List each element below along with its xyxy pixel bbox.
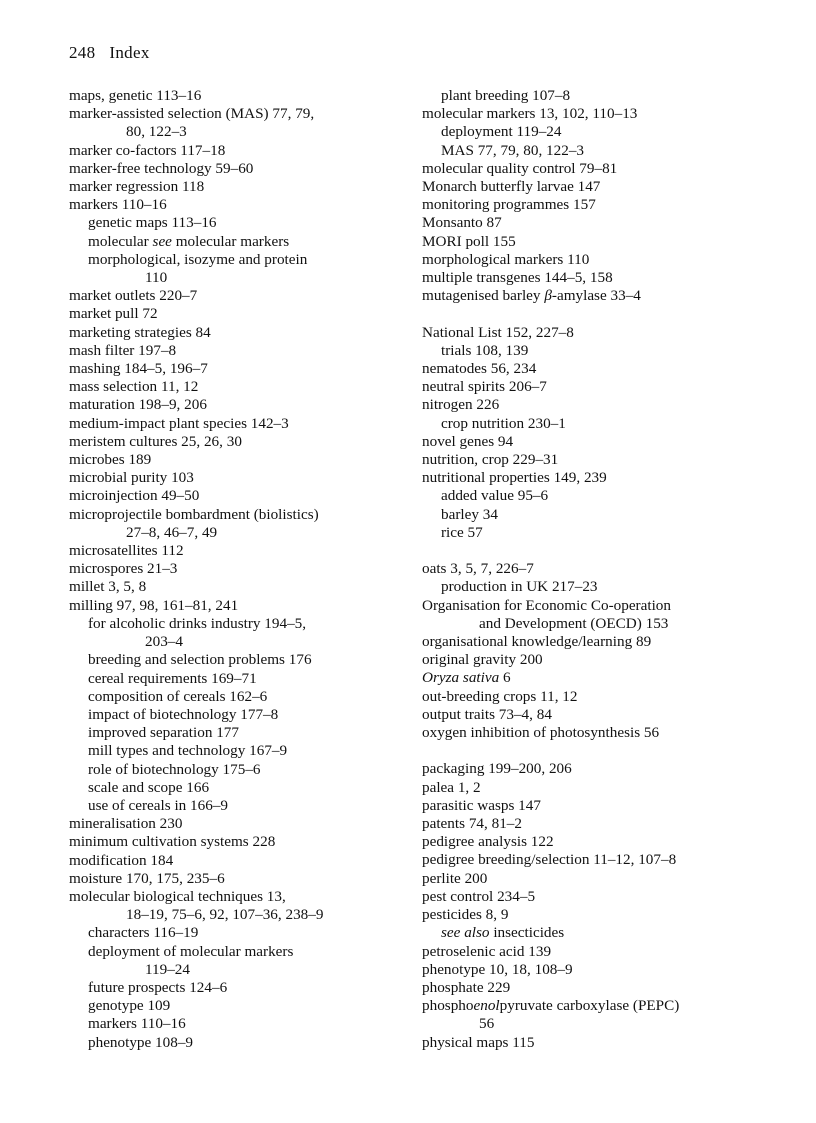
index-entry: molecular markers 13, 102, 110–13 (422, 105, 638, 123)
index-entry: pest control 234–5 (422, 887, 536, 905)
index-entry-continuation: 110 (145, 269, 168, 287)
index-subentry: plant breeding 107–8 (441, 87, 571, 104)
index-entry: millet 3, 5, 8 (69, 578, 147, 596)
index-entry: phenotype 10, 18, 108–9 (422, 960, 573, 978)
index-subentry: molecular see molecular markers (88, 232, 290, 250)
index-entry: multiple transgenes 144–5, 158 (422, 269, 613, 287)
index-subentry: MAS 77, 79, 80, 122–3 (441, 141, 585, 159)
index-entry: markers 110–16 (69, 196, 167, 214)
index-entry: maturation 198–9, 206 (69, 396, 207, 414)
index-entry: modification 184 (69, 851, 174, 869)
index-entry: pedigree breeding/selection 11–12, 107–8 (422, 851, 677, 869)
letter-group-spacer (422, 542, 757, 560)
index-entry: marketing strategies 84 (69, 323, 211, 341)
index-subentry: scale and scope 166 (88, 778, 210, 796)
index-entry: microbial purity 103 (69, 469, 194, 487)
page-header (69, 43, 150, 63)
index-entry: mutagenised barley β-amylase 33–4 (422, 287, 641, 305)
index-subentry: cereal requirements 169–71 (88, 669, 257, 687)
page-number: 248 (69, 43, 96, 62)
index-entry: patents 74, 81–2 (422, 815, 522, 833)
index-subentry: markers 110–16 (88, 1015, 186, 1033)
index-entry: original gravity 200 (422, 651, 543, 669)
index-entry: oats 3, 5, 7, 226–7 (422, 560, 534, 578)
index-subentry: genotype 109 (88, 997, 171, 1015)
index-entry: out-breeding crops 11, 12 (422, 687, 578, 705)
index-entry: output traits 73–4, 84 (422, 705, 552, 723)
index-entry: Monarch butterfly larvae 147 (422, 178, 601, 196)
index-entry: pesticides 8, 9 (422, 906, 509, 924)
index-entry: oxygen inhibition of photosynthesis 56 (422, 724, 660, 742)
index-entry: molecular biological techniques 13, (69, 887, 286, 905)
index-entry: mashing 184–5, 196–7 (69, 360, 208, 378)
index-entry: molecular quality control 79–81 (422, 159, 618, 177)
index-subentry: role of biotechnology 175–6 (88, 760, 261, 778)
index-entry: marker-assisted selection (MAS) 77, 79, (69, 105, 315, 123)
index-entry: microspores 21–3 (69, 560, 178, 578)
index-entry: nutritional properties 149, 239 (422, 469, 607, 487)
index-entry: phosphate 229 (422, 978, 511, 996)
index-subentry: composition of cereals 162–6 (88, 687, 268, 705)
index-entry: National List 152, 227–8 (422, 323, 574, 341)
index-entry: perlite 200 (422, 869, 488, 887)
index-subentry: crop nutrition 230–1 (441, 414, 566, 432)
index-entry-continuation: 119–24 (145, 960, 190, 978)
index-subentry: mill types and technology 167–9 (88, 742, 288, 760)
index-entry: market pull 72 (69, 305, 158, 323)
index-entry: maps, genetic 113–16 (69, 87, 202, 104)
index-entry-continuation: 27–8, 46–7, 49 (126, 523, 218, 541)
index-entry: nematodes 56, 234 (422, 360, 537, 378)
index-entry: Organisation for Economic Co-operation (422, 596, 671, 614)
running-title: Index (109, 43, 150, 62)
index-subentry: genetic maps 113–16 (88, 214, 217, 232)
index-subentry: breeding and selection problems 176 (88, 651, 312, 669)
index-subentry: deployment of molecular markers (88, 942, 294, 960)
index-subentry: production in UK 217–23 (441, 578, 598, 596)
index-entry-continuation: and Development (OECD) 153 (479, 614, 669, 632)
index-entry: moisture 170, 175, 235–6 (69, 869, 225, 887)
index-entry: meristem cultures 25, 26, 30 (69, 432, 242, 450)
index-entry: nitrogen 226 (422, 396, 500, 414)
index-subentry: characters 116–19 (88, 924, 199, 942)
index-entry-continuation: 18–19, 75–6, 92, 107–36, 238–9 (126, 906, 324, 924)
index-entry: mash filter 197–8 (69, 341, 177, 359)
index-entry: palea 1, 2 (422, 778, 481, 796)
index-entry: organisational knowledge/learning 89 (422, 633, 652, 651)
index-subentry: deployment 119–24 (441, 123, 562, 141)
letter-group-spacer (422, 305, 757, 323)
index-entry: novel genes 94 (422, 432, 514, 450)
index-entry: parasitic wasps 147 (422, 796, 541, 814)
index-entry: marker regression 118 (69, 178, 205, 196)
index-subentry: future prospects 124–6 (88, 978, 228, 996)
index-column-left (69, 87, 404, 1052)
index-entry: mass selection 11, 12 (69, 378, 199, 396)
index-entry: microprojectile bombardment (biolistics) (69, 505, 319, 523)
index-subentry: see also insecticides (441, 924, 565, 942)
index-entry: pedigree analysis 122 (422, 833, 554, 851)
index-subentry: impact of biotechnology 177–8 (88, 705, 279, 723)
index-entry: minimum cultivation systems 228 (69, 833, 276, 851)
index-subentry: improved separation 177 (88, 724, 239, 742)
index-entry: nutrition, crop 229–31 (422, 451, 559, 469)
index-entry: microbes 189 (69, 451, 152, 469)
index-entry: medium-impact plant species 142–3 (69, 414, 289, 432)
index-subentry: added value 95–6 (441, 487, 549, 505)
index-entry-continuation: 56 (479, 1015, 495, 1033)
index-entry: market outlets 220–7 (69, 287, 198, 305)
index-entry: monitoring programmes 157 (422, 196, 596, 214)
index-entry: microinjection 49–50 (69, 487, 200, 505)
index-entry: mineralisation 230 (69, 815, 183, 833)
index-entry: marker-free technology 59–60 (69, 159, 254, 177)
index-column-right (422, 87, 757, 1052)
index-entry-continuation: 80, 122–3 (126, 123, 187, 141)
index-entry: morphological markers 110 (422, 250, 590, 268)
index-entry: packaging 199–200, 206 (422, 760, 572, 778)
index-subentry: use of cereals in 166–9 (88, 796, 229, 814)
index-entry: neutral spirits 206–7 (422, 378, 547, 396)
index-subentry: morphological, isozyme and protein (88, 250, 308, 268)
index-entry-continuation: 203–4 (145, 633, 183, 651)
index-subentry: barley 34 (441, 505, 498, 523)
index-entry: Monsanto 87 (422, 214, 502, 232)
index-entry: physical maps 115 (422, 1033, 535, 1051)
index-entry: MORI poll 155 (422, 232, 516, 250)
index-entry: microsatellites 112 (69, 542, 184, 560)
index-subentry: trials 108, 139 (441, 341, 529, 359)
index-entry: petroselenic acid 139 (422, 942, 552, 960)
index-entry: marker co-factors 117–18 (69, 141, 226, 159)
index-subentry: phenotype 108–9 (88, 1033, 194, 1051)
index-entry: milling 97, 98, 161–81, 241 (69, 596, 239, 614)
index-subentry: for alcoholic drinks industry 194–5, (88, 614, 307, 632)
index-entry: phosphoenolpyruvate carboxylase (PEPC) (422, 997, 680, 1015)
index-subentry: rice 57 (441, 523, 483, 541)
letter-group-spacer (422, 742, 757, 760)
index-entry: Oryza sativa 6 (422, 669, 511, 687)
